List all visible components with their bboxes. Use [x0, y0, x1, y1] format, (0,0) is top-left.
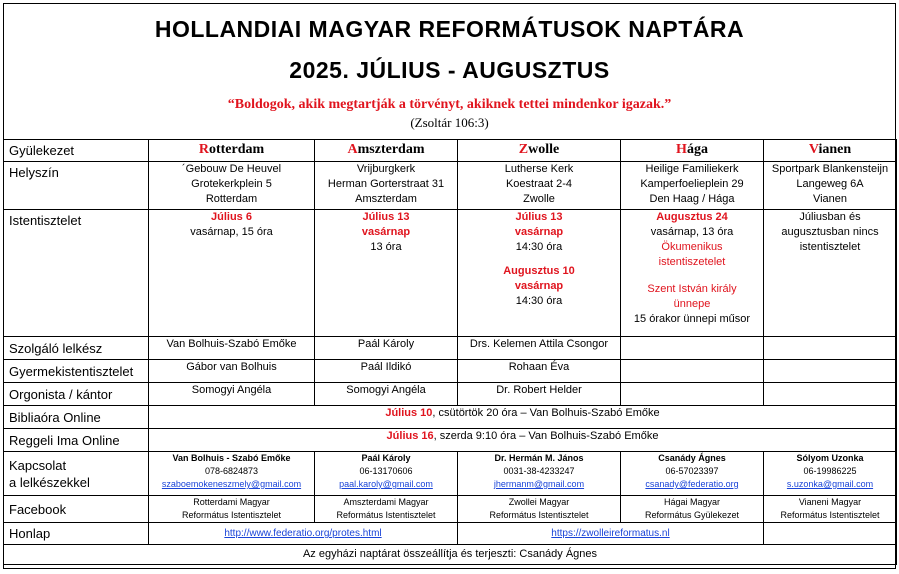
- facebook-vianen[interactable]: Vianeni Magyar Református Istentisztelet: [764, 496, 897, 523]
- row-venue: [4, 162, 897, 210]
- label-helyszin: Helyszín: [4, 162, 149, 210]
- city-rotterdam: Rotterdam: [149, 140, 315, 162]
- children-haga: [621, 360, 764, 383]
- website-zwolle-cell: [458, 523, 764, 545]
- service-rotterdam: Július 6 vasárnap, 15 óra: [149, 210, 315, 337]
- venue-zwolle: Lutherse Kerk Koestraat 2-4 Zwolle: [458, 162, 621, 210]
- city-amszterdam: Amszterdam: [315, 140, 458, 162]
- organist-haga: [621, 383, 764, 406]
- row-bible-online: [4, 406, 897, 429]
- email-link[interactable]: paal.karoly@gmail.com: [339, 479, 433, 489]
- facebook-haga[interactable]: Hágai Magyar Református Gyülekezet: [621, 496, 764, 523]
- row-contact: [4, 452, 897, 496]
- row-service: [4, 210, 897, 337]
- organist-rotterdam: Somogyi Angéla: [149, 383, 315, 406]
- website-zwolle-link[interactable]: https://zwolleireformatus.nl: [551, 528, 670, 539]
- contact-zwolle: Dr. Hermán M. János 0031-38-4233247 jhermanm@gmail.com: [458, 452, 621, 496]
- children-amszterdam: Paál Ildikó: [315, 360, 458, 383]
- facebook-rotterdam[interactable]: Rotterdami Magyar Református Istentisztelet: [149, 496, 315, 523]
- city-vianen: Vianen: [764, 140, 897, 162]
- venue-haga: Heilige Familiekerk Kamperfoelieplein 29 Den Haag / Hága: [621, 162, 764, 210]
- venue-rotterdam: ´Gebouw De Heuvel Grotekerkplein 5 Rotterdam: [149, 162, 315, 210]
- children-vianen: [764, 360, 897, 383]
- label-gyulekezet: Gyülekezet: [4, 140, 149, 162]
- calendar-table: [3, 139, 897, 565]
- organist-amszterdam: Somogyi Angéla: [315, 383, 458, 406]
- service-amszterdam: Július 13 vasárnap 13 óra: [315, 210, 458, 337]
- label-istentisztelet: Istentisztelet: [4, 210, 149, 337]
- label-orgonista: Orgonista / kántor: [4, 383, 149, 406]
- organist-zwolle: Dr. Robert Helder: [458, 383, 621, 406]
- row-facebook: [4, 496, 897, 523]
- website-federatio-link[interactable]: http://www.federatio.org/protes.html: [224, 528, 382, 539]
- minister-haga: [621, 337, 764, 360]
- row-website: [4, 523, 897, 545]
- email-link[interactable]: s.uzonka@gmail.com: [786, 479, 874, 489]
- contact-haga: Csanády Ágnes 06-57023397 csanady@federatio.org: [621, 452, 764, 496]
- label-reggeli: Reggeli Ima Online: [4, 429, 149, 452]
- bible-online-info: Július 10, csütörtök 20 óra – Van Bolhuis-Szabó Emőke: [149, 406, 897, 429]
- label-kapcsolat: Kapcsolat a lelkészekkel: [4, 452, 149, 496]
- page-subtitle: 2025. JÚLIUS - AUGUSZTUS: [289, 57, 610, 83]
- contact-vianen: Sólyom Uzonka 06-19986225 s.uzonka@gmail.com: [764, 452, 897, 496]
- venue-amszterdam: Vrijburgkerk Herman Gorterstraat 31 Amszterdam: [315, 162, 458, 210]
- row-children: [4, 360, 897, 383]
- children-zwolle: Rohaan Éva: [458, 360, 621, 383]
- label-gyermek: Gyermekistentisztelet: [4, 360, 149, 383]
- page-title: HOLLANDIAI MAGYAR REFORMÁTUSOK NAPTÁRA: [154, 16, 745, 42]
- row-minister: [4, 337, 897, 360]
- email-link[interactable]: jhermanm@gmail.com: [493, 479, 585, 489]
- row-footer: [4, 545, 897, 565]
- facebook-amszterdam[interactable]: Amszterdami Magyar Református Istentisztelet: [315, 496, 458, 523]
- facebook-zwolle[interactable]: Zwollei Magyar Református Istentisztelet: [458, 496, 621, 523]
- organist-vianen: [764, 383, 897, 406]
- minister-rotterdam: Van Bolhuis-Szabó Emőke: [149, 337, 315, 360]
- minister-zwolle: Drs. Kelemen Attila Csongor: [458, 337, 621, 360]
- label-honlap: Honlap: [4, 523, 149, 545]
- footer-credit: Az egyházi naptárat összeállítja és terjeszti: Csanády Ágnes: [4, 545, 897, 565]
- service-zwolle: Július 13 vasárnap 14:30 óra Augusztus 10 vasárnap 14:30 óra: [458, 210, 621, 337]
- label-szolgalo: Szolgáló lelkész: [4, 337, 149, 360]
- city-zwolle: Zwolle: [458, 140, 621, 162]
- bible-quote: “Boldogok, akik megtartják a törvényt, akiknek tettei mindenkor igazak.”: [227, 97, 672, 112]
- minister-amszterdam: Paál Károly: [315, 337, 458, 360]
- service-haga: Augusztus 24 vasárnap, 13 óra Ökumenikus istentiszetelet Szent István király ünnepe 15 órakor ünnepi műsor: [621, 210, 764, 337]
- website-empty: [764, 523, 897, 545]
- venue-vianen: Sportpark Blankensteijn Langeweg 6A Vianen: [764, 162, 897, 210]
- email-link[interactable]: csanady@federatio.org: [645, 479, 739, 489]
- minister-vianen: [764, 337, 897, 360]
- row-prayer-online: [4, 429, 897, 452]
- label-biblia: Bibliaóra Online: [4, 406, 149, 429]
- row-organist: [4, 383, 897, 406]
- label-facebook: Facebook: [4, 496, 149, 523]
- city-haga: Hága: [621, 140, 764, 162]
- prayer-online-info: Július 16, szerda 9:10 óra – Van Bolhuis-Szabó Emőke: [149, 429, 897, 452]
- website-federatio-cell: [149, 523, 458, 545]
- row-congregation: [4, 140, 897, 162]
- children-rotterdam: Gábor van Bolhuis: [149, 360, 315, 383]
- contact-amszterdam: Paál Károly 06-13170606 paal.karoly@gmail.com: [315, 452, 458, 496]
- email-link[interactable]: szaboemokeneszmely@gmail.com: [161, 479, 302, 489]
- contact-rotterdam: Van Bolhuis - Szabó Emőke 078-6824873 szaboemokeneszmely@gmail.com: [149, 452, 315, 496]
- service-vianen: Júliusban és augusztusban nincs istentisztelet: [764, 210, 897, 337]
- bible-quote-reference: (Zsoltár 106:3): [410, 115, 489, 130]
